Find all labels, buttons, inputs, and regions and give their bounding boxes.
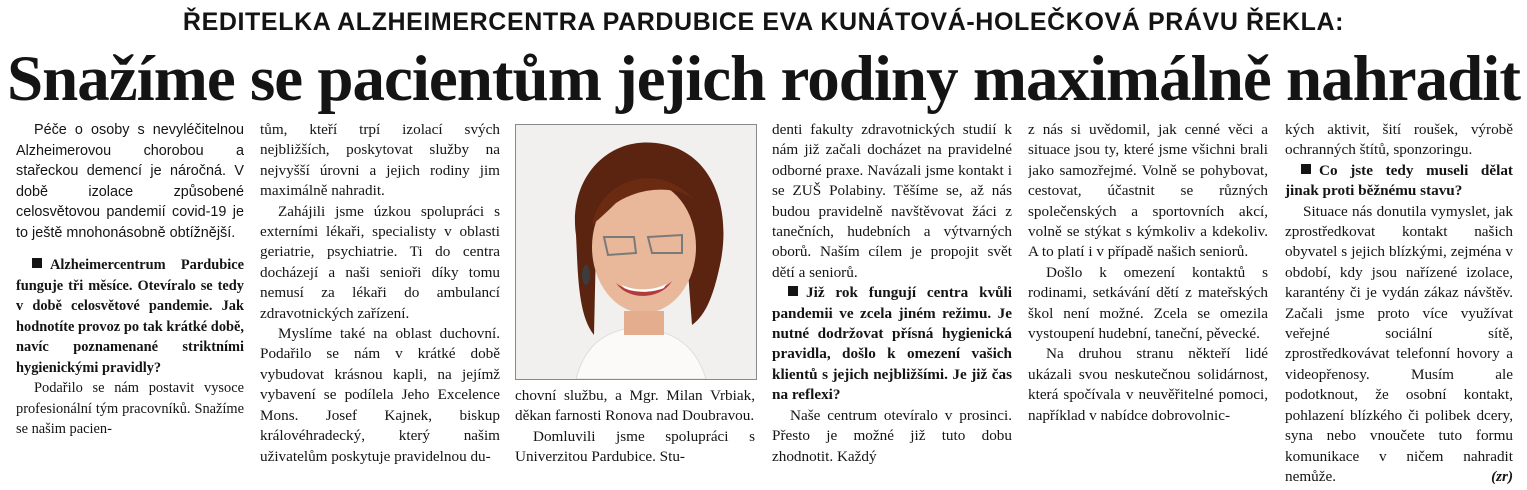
question-2-text: Již rok fungují centra kvůli pandemii ve zcela jiném režimu. Je nutné dodržovat přísná hygienická pravidla, došlo k omezení vašich klientů s jejich nejbližšími. Je již čas na reflexi? (772, 284, 1012, 404)
column-2 (260, 120, 500, 490)
paragraph: Domluvili jsme spolupráci s Univerzitou Pardubice. Stu- (515, 427, 755, 466)
square-bullet-icon (1301, 164, 1311, 174)
paragraph: denti fakulty zdravotnických studií k nám již začali docházet na pravidelné odborné praxe. Navázali jsme kontakt i se ZUŠ Polabiny. Těšíme se, až nás budou pravidelně navštěvovat žáci z tanečních, hudebních a výtvarných oborů. Naším cílem je propojit svět dětí a seniorů. (772, 121, 1012, 281)
column-3 (515, 386, 755, 490)
portrait-illustration (516, 125, 756, 379)
question-1-text: Alzheimercentrum Pardubice funguje tři měsíce. Otevíralo se tedy v době celosvětové pandemie. Jak hodnotíte provoz po tak krátké době, navíc poznamenané striktními hygienickými pravidly? (16, 257, 244, 376)
column-6 (1285, 120, 1513, 490)
portrait-photo (515, 124, 757, 380)
paragraph: Myslíme také na oblast duchovní. Podařilo se nám v krátké době vybudovat krásnou kapli, na jejímž vybavení se podílela Jeho Excelence Mons. Josef Kajnek, biskup královéhradecký, který našim uživatelům poskytuje pravidelnou du- (260, 325, 500, 465)
column-5 (1028, 120, 1268, 490)
question-3 (1285, 161, 1513, 202)
square-bullet-icon (788, 286, 798, 296)
paragraph: Na druhou stranu někteří lidé ukázali svou neskutečnou solidárnost, která spočívala v neuvěřitelné pomoci, například v nabídce dobrovolnic- (1028, 345, 1268, 424)
answer-3-text: Situace nás donutila vymyslet, jak zprostředkovat kontakt našich obyvatel s jejich blízkými, zejména v období, kdy jsou nařízené izolace, karantény či je vydán zákaz návštěv. Začali jsme proto více využívat veřejné sociální sítě, zprostředkovávat telefonní hovory a videopřenosy. Musím ale podotknout, že osobní kontakt, pohlazení blízkého či polibek dcery, syna nebo vnoučete tuto formu komunikace v ničem nahradit nemůže. (1285, 202, 1513, 485)
column-4 (772, 120, 1012, 490)
lead-paragraph: Péče o osoby s nevyléčitelnou Alzheimerovou chorobou a stařeckou demencí je náročná. V době izolace způsobené celosvětovou pandemií covid-19 je to ještě mnohonásobně obtížnější. (16, 122, 244, 241)
answer-1: Podařilo se nám postavit vysoce profesionální tým pracovníků. Snažíme se našim pacien- (16, 380, 244, 437)
paragraph: chovní službu, a Mgr. Milan Vrbiak, děkan farnosti Ronova nad Doubravou. (515, 387, 755, 425)
paragraph: Došlo k omezení kontaktů s rodinami, setkávání dětí z mateřských škol není možné. Zcela se omezila vystoupení hudební, taneční, pěvecké. (1028, 263, 1268, 343)
kicker-line: ŘEDITELKA ALZHEIMERCENTRA PARDUBICE EVA KUNÁTOVÁ-HOLEČKOVÁ PRÁVU ŘEKLA: (182, 8, 1345, 36)
paragraph: z nás si uvědomil, jak cenné věci a situace jsou ty, které jsme všichni brali jako samozřejmé. Volně se pohybovat, cestovat, účastnit se různých společenských a sportovních akcí, volně se stýkat s kýmkoliv a kdekoliv. A to platí i v případě našich seniorů. (1028, 121, 1268, 261)
author-signature: (zr) (1491, 467, 1513, 485)
headline: Snažíme se pacientům jejich rodiny maximálně nahradit (7, 43, 1520, 115)
question-3-text: Co jste tedy museli dělat jinak proti běžnému stavu? (1285, 161, 1513, 200)
paragraph: kých aktivit, šití roušek, výrobě ochranných štítů, sponzoringu. (1285, 121, 1513, 159)
column-1 (16, 120, 244, 490)
answer-2: Naše centrum otevíralo v prosinci. Přesto je možné již tuto dobu zhodnotit. Každý (772, 406, 1012, 465)
question-1 (16, 255, 244, 378)
square-bullet-icon (32, 258, 42, 268)
answer-3 (1285, 202, 1513, 488)
paragraph: tům, kteří trpí izolací svých nejbližších, poskytovat služby na nejvyšší úrovni a jejich rodiny jim maximálně nahradit. (260, 121, 500, 200)
question-2 (772, 283, 1012, 405)
paragraph: Zahájili jsme úzkou spolupráci s externími lékaři, specialisty v oblasti geriatrie, psychiatrie. Ti do centra docházejí a naši senioři díky tomu nemusí za lékaři do ambulancí zdravotnických zařízení. (260, 202, 500, 322)
